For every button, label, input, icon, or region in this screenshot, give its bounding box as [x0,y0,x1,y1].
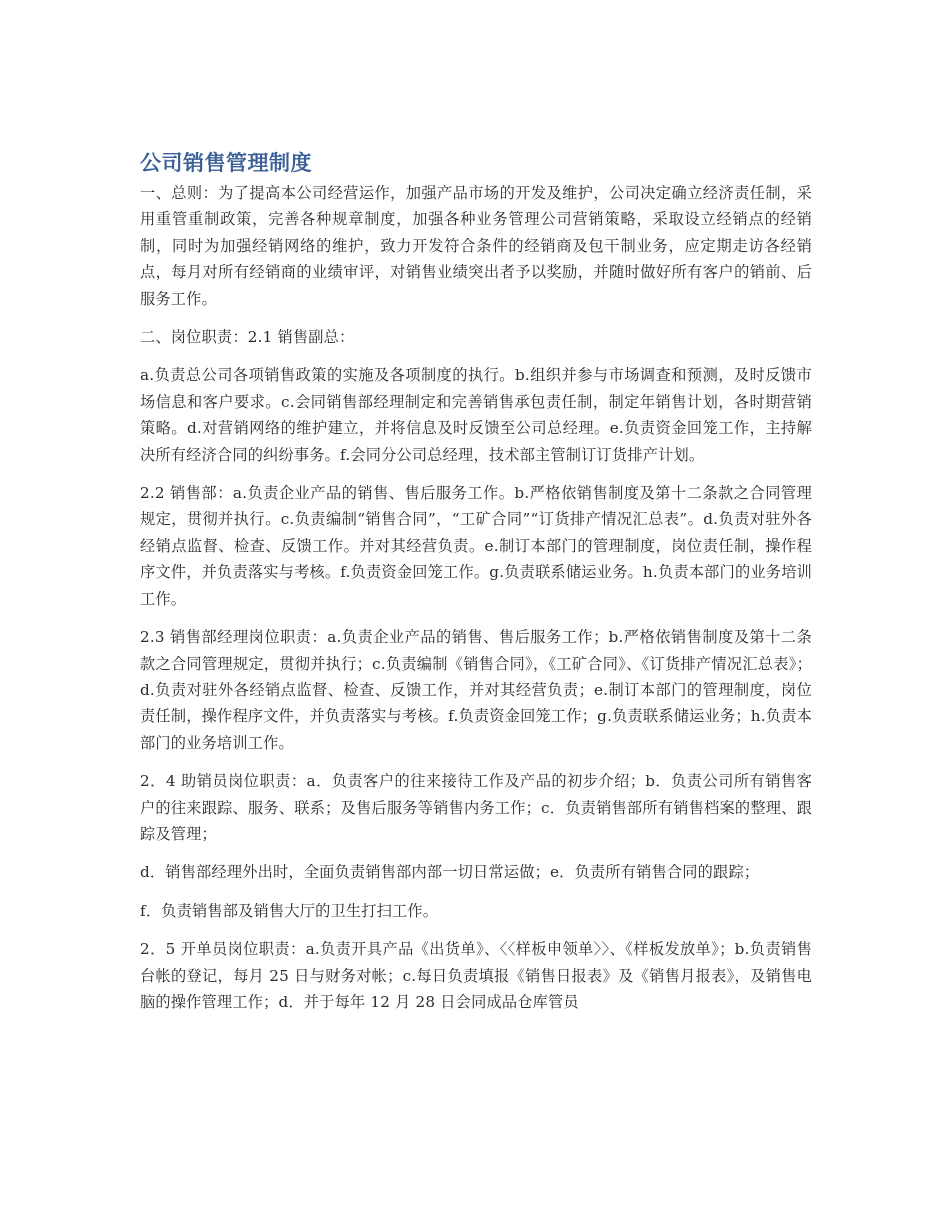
paragraph-vice-president-duties: a.负责总公司各项销售政策的实施及各项制度的执行。b.组织并参与市场调查和预测，及时反馈市场信息和客户要求。c.会同销售部经理制定和完善销售承包责任制，制定年销售计划，各时期营销策略。d.对营销网络的维护建立，并将信息及时反馈至公司总经理。e.负责资金回笼工作，主持解决所有经济合同的纠纷事务。f.会同分公司总经理，技术部主管制订订货排产计划。 [140,366,812,464]
paragraph-sales-assistant-duties-cont: d．销售部经理外出时，全面负责销售部内部一切日常运做；e．负责所有销售合同的跟踪； [140,863,760,882]
paragraph-sales-assistant-duties: 2．4 助销员岗位职责：a．负责客户的往来接待工作及产品的初步介绍；b．负责公司所有销售客户的往来跟踪、服务、联系；及售后服务等销售内务工作；c．负责销售部所有销售档案的整理、跟踪及管理； [140,772,812,843]
paragraph-sales-department: 2.2 销售部：a.负责企业产品的销售、售后服务工作。b.严格依销售制度及第十二条款之合同管理规定，贯彻并执行。c.负责编制“销售合同”，“工矿合同”“订货排产情况汇总表”。d.负责对驻外各经销点监督、检查、反馈工作。并对其经营负责。e.制订本部门的管理制度，岗位责任制，操作程序文件，并负责落实与考核。f.负责资金回笼工作。g.负责联系储运业务。h.负责本部门的业务培训工作。 [140,484,812,608]
document-page [140,148,812,1027]
paragraph-general-principles: 一、总则：为了提高本公司经营运作，加强产品市场的开发及维护，公司决定确立经济责任制，采用重管重制政策，完善各种规章制度，加强各种业务管理公司营销策略，采取设立经销点的经销制，同时为加强经销网络的维护，致力开发符合条件的经销商及包干制业务，应定期走访各经销点，每月对所有经销商的业绩审评，对销售业绩突出者予以奖励，并随时做好所有客户的销前、后服务工作。 [140,184,812,308]
paragraph-billing-clerk-duties: 2．5 开单员岗位职责：a.负责开具产品《出货单》、〈〈样板申领单〉〉、《样板发放单》；b.负责销售台帐的登记，每月 25 日与财务对帐；c.每日负责填报《销售日报表》及《销售月报表》，及销售电脑的操作管理工作；d．并于每年 12 月 28 日会同成品仓库管员 [140,940,812,1011]
paragraph-cleaning-duty: f．负责销售部及销售大厅的卫生打扫工作。 [140,901,439,920]
document-title: 公司销售管理制度 [140,151,312,175]
paragraph-duties-heading: 二、岗位职责：2.1 销售副总： [140,328,355,347]
paragraph-sales-manager-duties: 2.3 销售部经理岗位职责：a.负责企业产品的销售、售后服务工作；b.严格依销售制度及第十二条款之合同管理规定，贯彻并执行；c.负责编制《销售合同》，《工矿合同》、《订货排产情况汇总表》；d.负责对驻外各经销点监督、检查、反馈工作，并对其经营负责；e.制订本部门的管理制度，岗位责任制，操作程序文件，并负责落实与考核。f.负责资金回笼工作；g.负责联系储运业务；h.负责本部门的业务培训工作。 [140,628,812,752]
